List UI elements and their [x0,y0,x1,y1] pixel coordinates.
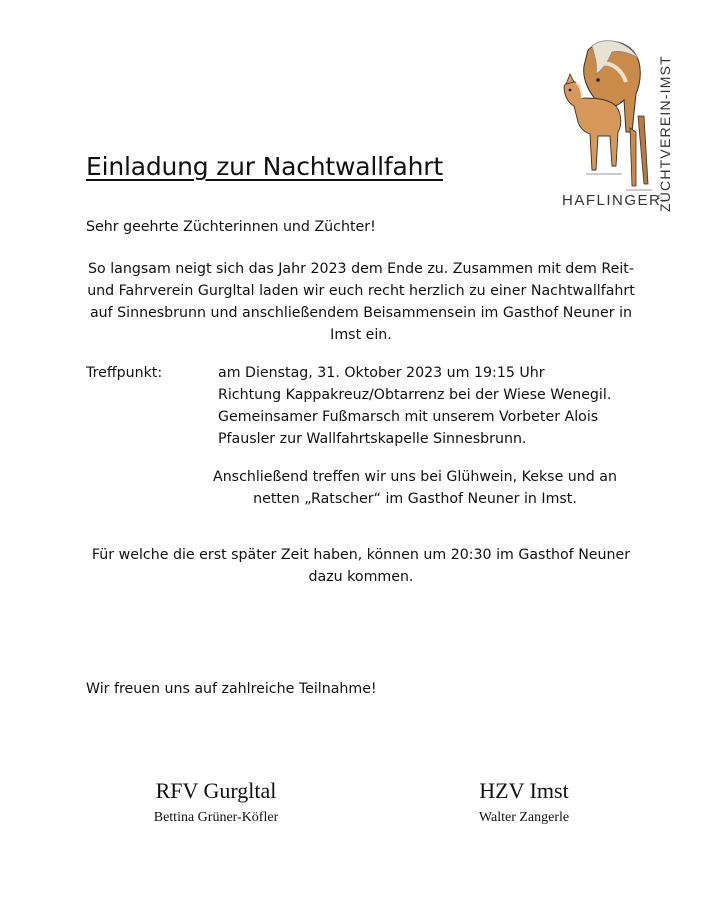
afterwards-line: Anschließend treffen wir uns bei Glühwein, Kekse und an [212,469,617,485]
afterwards-line: netten „Ratscher“ im Gasthof Neuner in Imst. [253,491,577,507]
intro-line: So langsam neigt sich das Jahr 2023 dem Ende zu. Zusammen mit dem Reit- [88,261,634,277]
signature-org: RFV Gurgltal [155,778,277,803]
intro-line: und Fahrverein Gurgltal laden wir euch recht herzlich zu einer Nachtwallfahrt [87,283,635,299]
meeting-label: Treffpunkt: [86,365,163,381]
svg-text:ZÜCHTVEREIN-IMST: ZÜCHTVEREIN-IMST [657,55,673,212]
intro-line: auf Sinnesbrunn und anschließendem Beisammensein im Gasthof Neuner in [89,305,633,321]
afterwards-paragraph [210,466,620,510]
meeting-line: am Dienstag, 31. Oktober 2023 um 19:15 Uhr [218,365,545,381]
haflinger-logo [552,36,680,218]
late-arrival-paragraph [86,544,636,588]
intro-line: Imst ein. [330,327,392,343]
page-title: Einladung zur Nachtwallfahrt [86,152,443,181]
greeting: Sehr geehrte Züchterinnen und Züchter! [86,219,376,235]
logo-horizontal-text: HAFLINGER- [562,192,668,209]
meeting-details [218,362,611,450]
signature-person: Walter Zangerle [478,810,570,825]
signature-rfv [136,778,296,828]
closing-sentence: Wir freuen uns auf zahlreiche Teilnahme! [86,681,377,697]
signature-hzv [444,778,604,828]
late-line: dazu kommen. [308,569,414,585]
horse-illustration-icon [552,36,660,208]
late-line: Für welche die erst später Zeit haben, können um 20:30 im Gasthof Neuner [91,547,631,563]
meeting-line: Richtung Kappakreuz/Obtarrenz bei der Wiese Wenegil. [218,387,612,403]
logo-vertical-text [656,40,676,214]
meeting-line: Gemeinsamer Fußmarsch mit unserem Vorbeter Alois [218,409,599,425]
meeting-line: Pfausler zur Wallfahrtskapelle Sinnesbrunn. [218,431,527,447]
intro-paragraph [86,258,636,346]
signature-org: HZV Imst [479,778,569,803]
signature-person: Bettina Grüner-Köfler [153,810,279,825]
